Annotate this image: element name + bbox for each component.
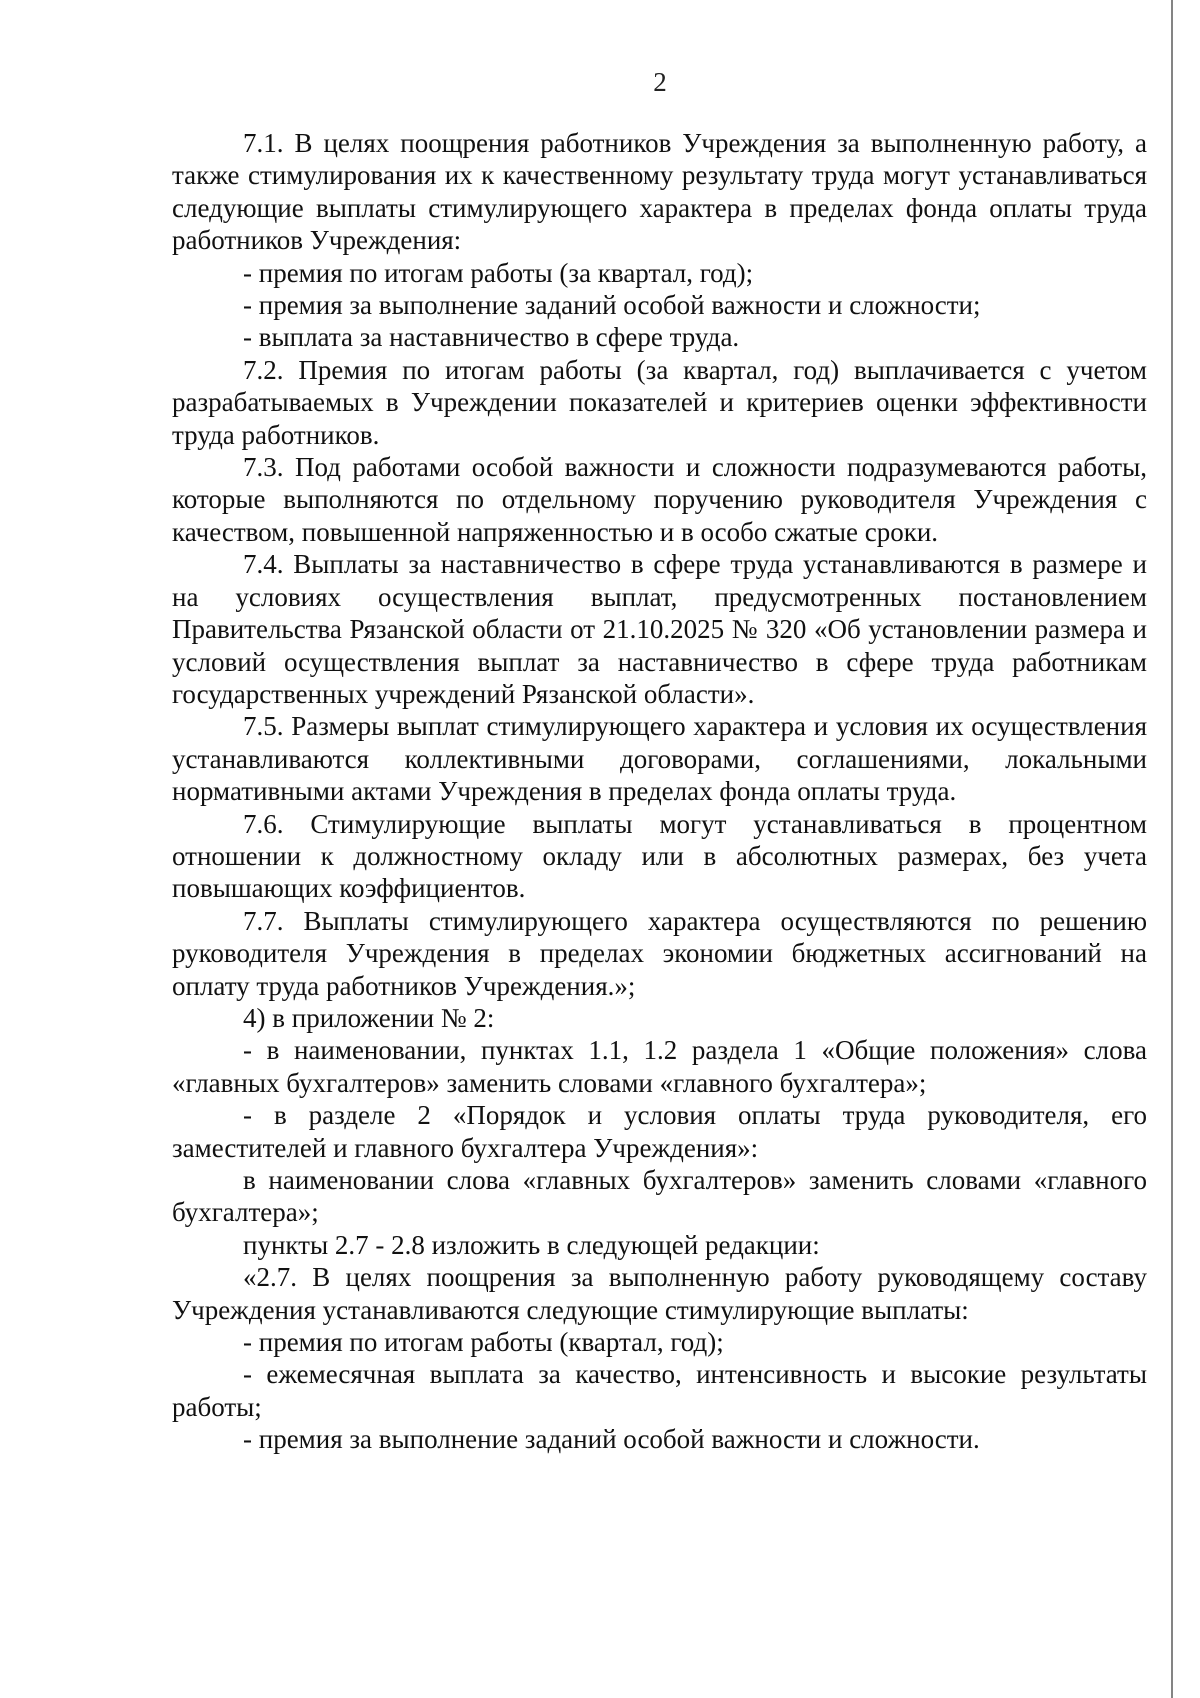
paragraph-7-4: 7.4. Выплаты за наставничество в сфере труда устанавливаются в размере и на условиях осуществления выплат, предусмотренных постановлением Правительства Рязанской области от 21.10.2025 № 320 «Об установлении размера и условий осуществления выплат за наставничество в сфере труда работникам государственных учреждений Рязанской области». bbox=[172, 549, 1147, 709]
paragraph-appendix-2: 4) в приложении № 2: bbox=[243, 1002, 495, 1033]
list-item-mentoring-payment: - выплата за наставничество в сфере труда. bbox=[243, 322, 740, 353]
scan-edge-line bbox=[1171, 0, 1173, 1698]
paragraph-section-2-change: - в разделе 2 «Порядок и условия оплаты труда руководителя, его заместителей и главного бухгалтера Учреждения»: bbox=[172, 1100, 1147, 1163]
paragraph-7-1: 7.1. В целях поощрения работников Учреждения за выполненную работу, а также стимулирования их к качественному результату труда могут устанавливаться следующие выплаты стимулирующего характера в пределах фонда оплаты труда работников Учреждения: bbox=[172, 128, 1147, 256]
paragraph-2-7: «2.7. В целях поощрения за выполненную работу руководящему составу Учреждения устанавливаются следующие стимулирующие выплаты: bbox=[172, 1262, 1147, 1325]
paragraph-7-6: 7.6. Стимулирующие выплаты могут устанавливаться в процентном отношении к должностному окладу или в абсолютных размерах, без учета повышающих коэффициентов. bbox=[172, 808, 1147, 904]
list-item-bonus-period: - премия по итогам работы (за квартал, год); bbox=[243, 257, 754, 288]
paragraph-items-2-7-2-8: пункты 2.7 - 2.8 изложить в следующей редакции: bbox=[243, 1229, 820, 1260]
paragraph-section-1-change: - в наименовании, пунктах 1.1, 1.2 раздела 1 «Общие положения» слова «главных бухгалтеров» заменить словами «главного бухгалтера»; bbox=[172, 1035, 1147, 1098]
page-number: 2 bbox=[653, 67, 667, 97]
paragraph-title-change: в наименовании слова «главных бухгалтеров» заменить словами «главного бухгалтера»; bbox=[172, 1165, 1147, 1228]
paragraph-7-3: 7.3. Под работами особой важности и сложности подразумеваются работы, которые выполняются по отдельному поручению руководителя Учреждения с качеством, повышенной напряженностью и в особо сжатые сроки. bbox=[172, 452, 1147, 547]
paragraph-7-7: 7.7. Выплаты стимулирующего характера осуществляются по решению руководителя Учреждения в пределах экономии бюджетных ассигнований на оплату труда работников Учреждения.»; bbox=[172, 905, 1147, 1001]
paragraph-7-5: 7.5. Размеры выплат стимулирующего характера и условия их осуществления устанавливаются коллективными договорами, соглашениями, локальными нормативными актами Учреждения в пределах фонда оплаты труда. bbox=[172, 711, 1147, 807]
list-item-special-tasks-bonus: - премия за выполнение заданий особой важности и сложности. bbox=[243, 1424, 980, 1455]
document-body bbox=[172, 127, 1147, 1456]
paragraph-7-2: 7.2. Премия по итогам работы (за квартал, год) выплачивается с учетом разрабатываемых в Учреждении показателей и критериев оценки эффективности труда работников. bbox=[172, 354, 1147, 450]
list-item-bonus-quarter-year: - премия по итогам работы (квартал, год); bbox=[243, 1327, 724, 1358]
list-item-monthly-payment: - ежемесячная выплата за качество, интенсивность и высокие результаты работы; bbox=[172, 1359, 1147, 1422]
list-item-bonus-special-tasks: - премия за выполнение заданий особой важности и сложности; bbox=[243, 290, 981, 321]
